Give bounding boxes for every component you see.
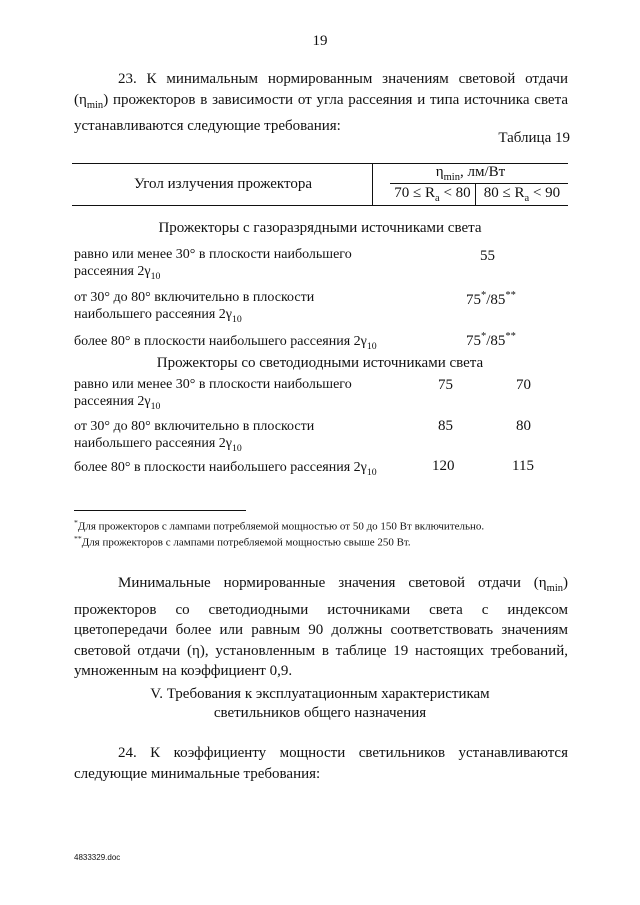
table-row	[74, 289, 314, 328]
table-row	[74, 376, 352, 415]
value-cell: 75*/85**	[466, 290, 516, 308]
table-row	[74, 333, 377, 355]
row-label: равно или менее 30° в плоскости наибольшего	[74, 247, 352, 262]
table-row	[74, 418, 314, 457]
value-cell: 70	[516, 377, 531, 393]
table-bottom-rule	[72, 205, 568, 206]
paragraph-23-line-1: 23. К минимальным нормированным значениям световой отдачи	[118, 71, 568, 87]
row-label: от 30° до 80° включительно в плоскости	[74, 419, 315, 434]
paragraph-min-efficacy	[74, 573, 568, 682]
paragraph-23	[74, 69, 568, 137]
value-cell: 80	[516, 418, 531, 434]
column-header-efficacy: $\eta_{min}$, лм/Вт	[435, 164, 506, 183]
footnote-1: *Для прожекторов с лампами потребляемой мощностью от 50 до 150 Вт включительно.	[74, 518, 485, 533]
column-header-angle: Угол излучения прожектора	[133, 176, 313, 192]
paragraph-24-line-2: следующие минимальные требования:	[74, 765, 321, 782]
section-v-heading	[0, 685, 640, 723]
value-cell: 75*/85**	[466, 331, 516, 349]
subheader-ra-80-90: $80 \le R_a < 90$	[483, 185, 561, 204]
table-caption: Таблица 19	[498, 130, 570, 146]
paragraph-23-line-2: $(\eta_{min})$ прожекторов в зависимости от угла рассеяния и типа источника света	[74, 91, 568, 111]
subheader-ra-70-80: $70 \le R_a < 80$	[394, 185, 471, 204]
value-cell: 55	[480, 248, 495, 264]
section-gas-discharge: Прожекторы с газоразрядными источниками света	[158, 220, 482, 236]
row-label: равно или менее 30° в плоскости наибольшего	[74, 377, 352, 392]
paragraph-line: прожекторов со светодиодными источниками света с индексом	[74, 601, 568, 618]
paragraph-line: Минимальные нормированные значения световой отдачи $(\eta_{min})$	[118, 575, 568, 594]
paragraph-line: цветопередачи более или равным 90 должны соответствовать значениям	[74, 622, 568, 638]
value-cell: 75	[438, 377, 453, 393]
page-number: 19	[312, 33, 328, 49]
value-cell: 85	[438, 418, 453, 434]
paragraph-line: умноженным на коэффициент 0,9.	[74, 663, 293, 679]
heading-line: V. Требования к эксплуатационным характеристикам	[150, 686, 490, 702]
paragraph-line: световой отдачи (η), установленным в таблице 19 настоящих требований,	[74, 642, 568, 659]
file-name: 4833329.doc	[74, 853, 121, 862]
row-label: более 80° в плоскости наибольшего рассеяния $2\gamma_{10}$	[74, 460, 377, 478]
footnote-separator	[74, 510, 246, 511]
row-label: наибольшего рассеяния $2\gamma_{10}$	[74, 436, 242, 454]
heading-line: светильников общего назначения	[213, 705, 427, 721]
section-led: Прожекторы со светодиодными источниками света	[156, 355, 484, 371]
paragraph-24	[74, 743, 568, 784]
table-row	[74, 246, 352, 285]
value-cell: 115	[512, 458, 534, 474]
row-label: более 80° в плоскости наибольшего рассеяния $2\gamma_{10}$	[74, 334, 377, 352]
table-subheader-rule	[390, 183, 568, 184]
value-cell: 120	[432, 458, 455, 474]
paragraph-23-line-3: устанавливаются следующие требования:	[74, 118, 341, 134]
footnote-2: **Для прожекторов с лампами потребляемой мощностью свыше 250 Вт.	[74, 534, 411, 549]
row-label: рассеяния $2\gamma_{10}$	[74, 264, 161, 282]
paragraph-24-line-1: 24. К коэффициенту мощности светильников устанавливаются	[118, 745, 568, 761]
row-label: рассеяния $2\gamma_{10}$	[74, 394, 161, 412]
row-label: наибольшего рассеяния $2\gamma_{10}$	[74, 307, 242, 325]
table-row	[74, 459, 377, 481]
row-label: от 30° до 80° включительно в плоскости	[74, 290, 315, 305]
